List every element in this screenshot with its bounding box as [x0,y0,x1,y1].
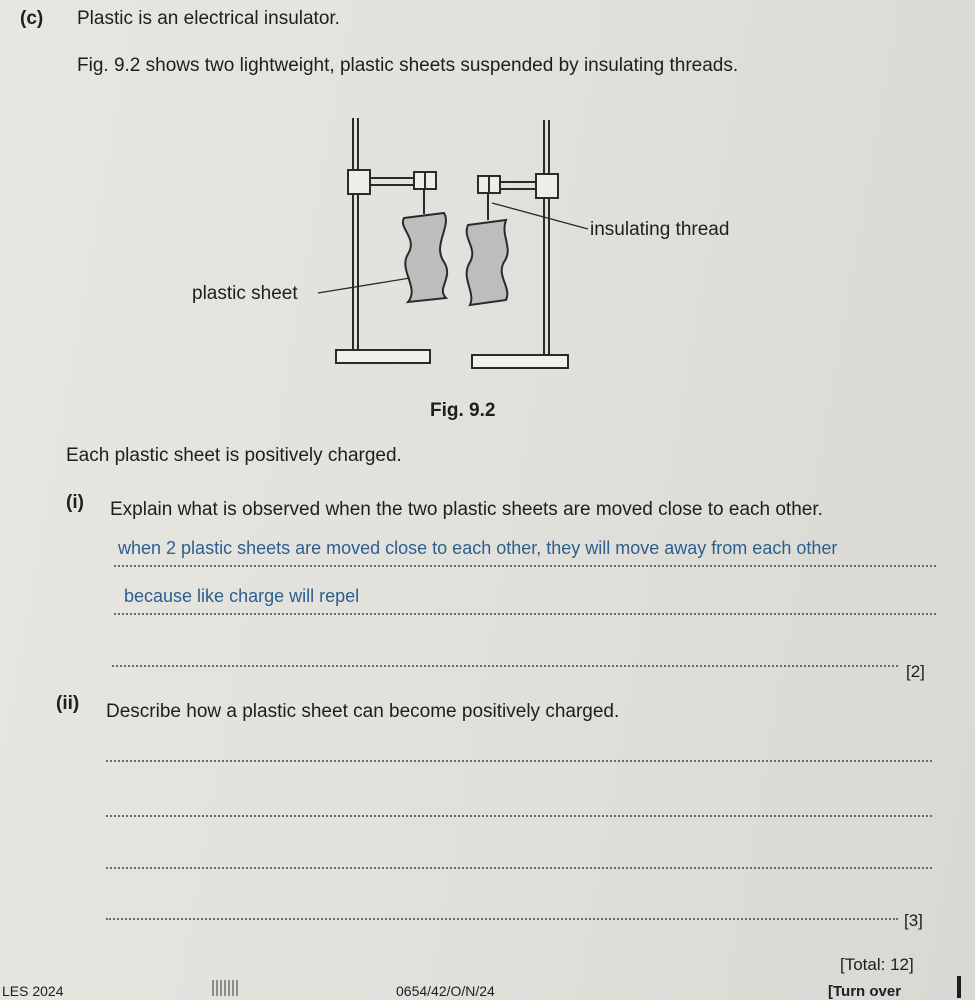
answer-line [106,867,932,869]
right-plastic-sheet [467,220,508,305]
barcode [212,980,238,996]
footer-turn-over: [Turn over [828,983,902,1000]
part-statement: Plastic is an electrical insulator. [77,8,340,29]
left-boss-clamp [348,170,370,194]
total-marks: [Total: 12] [840,955,914,974]
leader-plastic-sheet [318,278,410,293]
label-plastic-sheet: plastic sheet [192,283,298,304]
footer-code: 0654/42/O/N/24 [396,983,495,999]
q2-label: (ii) [56,693,80,714]
answer-line [106,815,932,817]
left-plastic-sheet [403,213,447,302]
figure-caption: Fig. 9.2 [430,400,496,421]
right-boss-clamp [536,174,558,198]
answer-line [106,918,898,920]
figure-intro: Fig. 9.2 shows two lightweight, plastic sheets suspended by insulating threads. [77,55,739,76]
answer-line [106,760,932,762]
left-stand-base [336,350,430,363]
answer-line [112,665,898,667]
question-stem: Each plastic sheet is positively charged. [66,445,402,466]
leader-insulating-thread [492,203,588,229]
q1-marks: [2] [906,662,925,681]
right-stand-base [472,355,568,368]
q2-marks: [3] [904,911,923,930]
q1-question: Explain what is observed when the two plastic sheets are moved close to each other. [110,499,823,520]
q2-question: Describe how a plastic sheet can become positively charged. [106,701,620,722]
answer-line [114,565,936,567]
answer-line [114,613,936,615]
part-label: (c) [20,8,44,29]
footer-left: LES 2024 [2,983,64,999]
page-edge-mark [957,976,961,998]
q1-label: (i) [66,492,84,513]
q1-answer-line-1: when 2 plastic sheets are moved close to each other, they will move away from each other [118,538,838,558]
q1-answer-line-2: because like charge will repel [124,586,360,606]
label-insulating-thread: insulating thread [590,219,730,240]
